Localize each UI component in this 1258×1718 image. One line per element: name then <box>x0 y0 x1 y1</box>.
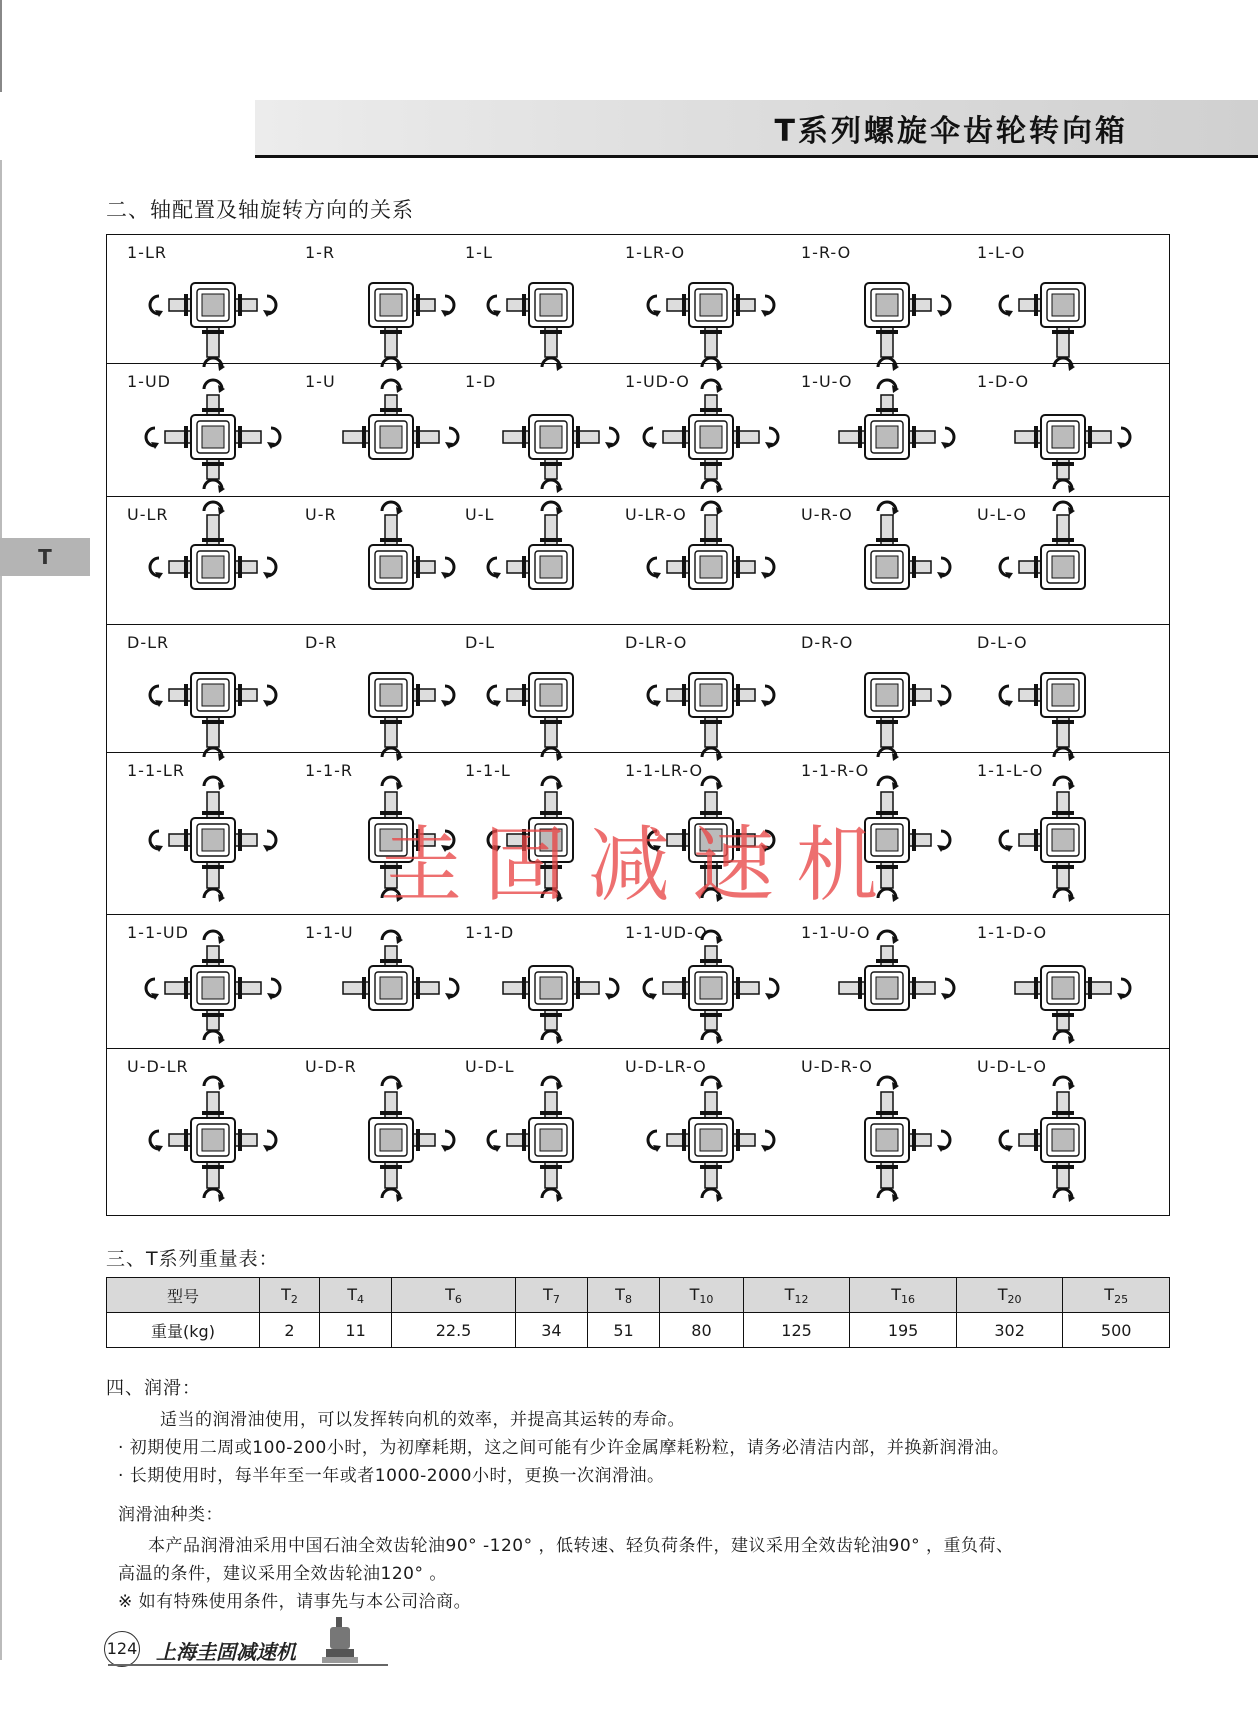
config-cell <box>127 753 287 914</box>
model-prefix: T <box>784 1284 795 1304</box>
gearbox-diagram-icon <box>993 1080 1133 1200</box>
gearbox-diagram-icon <box>641 635 781 755</box>
model-subscript: 25 <box>1114 1292 1129 1306</box>
gearbox-diagram-icon <box>817 928 957 1048</box>
model-subscript: 16 <box>900 1292 915 1306</box>
config-label: U-D-R-O <box>801 1057 873 1076</box>
gearbox-diagram-icon <box>321 245 461 365</box>
gearbox-diagram-icon <box>143 928 283 1048</box>
config-cell <box>127 497 287 624</box>
config-row <box>107 363 1169 496</box>
gearbox-diagram-icon <box>993 635 1133 755</box>
page-number: 124 <box>104 1631 140 1667</box>
gearbox-diagram-icon <box>817 1080 957 1200</box>
config-cell <box>625 497 785 624</box>
page-edge-line <box>0 0 2 92</box>
gearbox-diagram-icon <box>143 1080 283 1200</box>
model-prefix: T <box>445 1284 455 1304</box>
config-row <box>107 496 1169 624</box>
config-label: 1-1-LR-O <box>625 761 704 780</box>
gearbox-diagram-icon <box>321 377 461 497</box>
weight-cell: 2 <box>260 1313 320 1348</box>
model-prefix: T <box>997 1284 1008 1304</box>
config-cell <box>305 364 465 496</box>
config-cell <box>625 235 785 363</box>
config-label: 1-L <box>465 243 493 262</box>
config-label: 1-U-O <box>801 372 853 391</box>
config-label: 1-R-O <box>801 243 852 262</box>
model-cell <box>743 1278 850 1313</box>
model-cell <box>587 1278 659 1313</box>
footer-brand: 上海圭固减速机 <box>156 1640 296 1664</box>
lubrication-intro: 适当的润滑油使用，可以发挥转向机的效率，并提高其运转的寿命。 <box>160 1410 685 1430</box>
config-cell <box>801 364 961 496</box>
config-cell <box>625 625 785 752</box>
gearbox-diagram-icon <box>641 928 781 1048</box>
config-cell <box>801 1049 961 1217</box>
weight-table <box>106 1277 1170 1348</box>
model-subscript: 12 <box>794 1292 809 1306</box>
gearbox-diagram-icon <box>993 507 1133 627</box>
gearbox-diagram-icon <box>641 507 781 627</box>
config-label: 1-UD <box>127 372 171 391</box>
config-cell <box>305 235 465 363</box>
model-header-cell: 型号 <box>107 1278 260 1313</box>
gearbox-diagram-icon <box>481 507 621 627</box>
config-label: U-D-L-O <box>977 1057 1048 1076</box>
config-label: 1-U <box>305 372 336 391</box>
config-cell <box>305 915 465 1048</box>
gearbox-diagram-icon <box>817 635 957 755</box>
model-subscript: 8 <box>624 1292 632 1306</box>
gearbox-diagram-icon <box>321 635 461 755</box>
config-label: 1-1-UD-O <box>625 923 708 942</box>
weight-cell: 125 <box>743 1313 850 1348</box>
config-cell <box>977 625 1137 752</box>
config-label: 1-1-U <box>305 923 354 942</box>
model-cell <box>320 1278 392 1313</box>
gearbox-diagram-icon <box>993 377 1133 497</box>
oil-type-text: 高温的条件，建议采用全效齿轮油120° 。 <box>118 1564 447 1584</box>
gearbox-diagram-icon <box>143 377 283 497</box>
config-cell <box>305 497 465 624</box>
config-label: U-D-L <box>465 1057 515 1076</box>
config-label: 1-1-L-O <box>977 761 1044 780</box>
config-cell <box>465 625 625 752</box>
config-label: 1-1-LR <box>127 761 185 780</box>
model-cell <box>1063 1278 1170 1313</box>
model-subscript: 4 <box>357 1292 364 1306</box>
config-label: D-L-O <box>977 633 1028 652</box>
config-cell <box>625 1049 785 1217</box>
model-cell <box>260 1278 320 1313</box>
config-label: 1-1-D-O <box>977 923 1048 942</box>
config-cell <box>977 915 1137 1048</box>
config-cell <box>977 1049 1137 1217</box>
gearbox-diagram-icon <box>321 1080 461 1200</box>
config-label: U-R-O <box>801 505 853 524</box>
config-cell <box>465 497 625 624</box>
gearbox-diagram-icon <box>993 245 1133 365</box>
config-label: 1-D-O <box>977 372 1030 391</box>
table-row <box>107 1313 1170 1348</box>
config-label: 1-1-UD <box>127 923 189 942</box>
model-cell <box>515 1278 587 1313</box>
gearbox-diagram-icon <box>143 245 283 365</box>
config-cell <box>305 1049 465 1217</box>
config-label: U-D-R <box>305 1057 357 1076</box>
weight-cell: 195 <box>850 1313 957 1348</box>
model-prefix: T <box>615 1284 625 1304</box>
gearbox-diagram-icon <box>321 928 461 1048</box>
config-cell <box>127 1049 287 1217</box>
model-prefix: T <box>281 1284 291 1304</box>
config-label: U-L <box>465 505 495 524</box>
config-label: D-L <box>465 633 496 652</box>
shaft-configuration-grid <box>106 234 1170 1216</box>
gearbox-diagram-icon <box>817 507 957 627</box>
config-label: D-R <box>305 633 338 652</box>
model-subscript: 6 <box>454 1292 462 1306</box>
weight-cell: 34 <box>515 1313 587 1348</box>
config-label: 1-1-U-O <box>801 923 871 942</box>
config-label: 1-UD-O <box>625 372 690 391</box>
model-subscript: 10 <box>699 1292 714 1306</box>
config-label: U-D-LR-O <box>625 1057 707 1076</box>
gearbox-diagram-icon <box>481 245 621 365</box>
config-cell <box>305 625 465 752</box>
gearbox-diagram-icon <box>993 928 1133 1048</box>
gearbox-diagram-icon <box>143 635 283 755</box>
config-cell <box>977 235 1137 363</box>
config-cell <box>127 235 287 363</box>
config-cell <box>465 235 625 363</box>
section-heading-weight-table: 三、T系列重量表： <box>106 1248 279 1270</box>
section-heading-lubrication: 四、润滑： <box>106 1378 201 1399</box>
weight-cell: 500 <box>1063 1313 1170 1348</box>
config-cell <box>801 497 961 624</box>
config-label: 1-1-D <box>465 923 515 942</box>
config-cell <box>801 625 961 752</box>
config-row <box>107 1048 1169 1217</box>
gearbox-diagram-icon <box>993 780 1133 900</box>
page-edge-line <box>0 160 2 1660</box>
config-cell <box>127 364 287 496</box>
special-note: ※ 如有特殊使用条件，请事先与本公司洽商。 <box>118 1592 472 1612</box>
watermark: 圭固减速机 <box>380 818 901 913</box>
gearbox-diagram-icon <box>481 377 621 497</box>
model-cell <box>850 1278 957 1313</box>
config-cell <box>465 364 625 496</box>
gearbox-diagram-icon <box>481 928 621 1048</box>
table-header-row <box>107 1278 1170 1313</box>
weight-cell: 22.5 <box>392 1313 516 1348</box>
config-label: 1-R <box>305 243 336 262</box>
gearbox-diagram-icon <box>817 377 957 497</box>
model-subscript: 20 <box>1007 1292 1022 1306</box>
model-subscript: 2 <box>290 1292 298 1306</box>
config-label: 1-1-R <box>305 761 354 780</box>
config-cell <box>465 915 625 1048</box>
weight-cell: 302 <box>956 1313 1063 1348</box>
config-cell <box>465 1049 625 1217</box>
config-cell <box>801 235 961 363</box>
config-cell <box>625 364 785 496</box>
config-label: 1-D <box>465 372 497 391</box>
model-cell <box>956 1278 1063 1313</box>
model-cell <box>392 1278 516 1313</box>
gearbox-diagram-icon <box>143 507 283 627</box>
model-prefix: T <box>689 1284 700 1304</box>
config-label: U-LR <box>127 505 169 524</box>
weight-cell: 51 <box>587 1313 659 1348</box>
gearbox-diagram-icon <box>481 635 621 755</box>
gearbox-diagram-icon <box>143 780 283 900</box>
config-row <box>107 914 1169 1048</box>
config-label: U-L-O <box>977 505 1027 524</box>
config-label: 1-LR-O <box>625 243 686 262</box>
config-cell <box>127 915 287 1048</box>
model-prefix: T <box>891 1284 901 1304</box>
config-cell <box>801 915 961 1048</box>
config-label: D-LR-O <box>625 633 688 652</box>
model-prefix: T <box>347 1284 357 1304</box>
config-cell <box>625 915 785 1048</box>
oil-type-text: 本产品润滑油采用中国石油全效齿轮油90° -120° ，低转速、轻负荷条件，建议采用全效齿轮油90° ，重负荷、 <box>148 1536 1014 1556</box>
lubrication-bullet: · 初期使用二周或100-200小时，为初摩耗期，这之间可能有少许金属摩耗粉粒，请务必清洁内部，并换新润滑油。 <box>118 1438 1010 1458</box>
gearbox-diagram-icon <box>817 245 957 365</box>
config-row <box>107 235 1169 363</box>
model-subscript: 7 <box>552 1292 560 1306</box>
config-label: 1-1-L <box>465 761 511 780</box>
config-cell <box>977 364 1137 496</box>
gearbox-diagram-icon <box>321 507 461 627</box>
page-title: T系列螺旋伞齿轮转向箱 <box>774 114 1128 149</box>
lubrication-bullet: · 长期使用时，每半年至一年或者1000-2000小时，更换一次润滑油。 <box>118 1466 665 1486</box>
config-label: D-LR <box>127 633 170 652</box>
gearbox-logo-icon <box>322 1615 358 1665</box>
config-cell <box>127 625 287 752</box>
weight-cell: 80 <box>660 1313 744 1348</box>
model-prefix: T <box>543 1284 553 1304</box>
config-label: U-R <box>305 505 337 524</box>
gearbox-diagram-icon <box>481 1080 621 1200</box>
side-tab: T <box>0 538 90 576</box>
gearbox-diagram-icon <box>641 377 781 497</box>
config-cell <box>977 497 1137 624</box>
weight-header-cell: 重量(kg) <box>107 1313 260 1348</box>
config-cell <box>977 753 1137 914</box>
config-label: U-D-LR <box>127 1057 189 1076</box>
config-label: 1-1-R-O <box>801 761 870 780</box>
weight-cell: 11 <box>320 1313 392 1348</box>
model-prefix: T <box>1104 1284 1115 1304</box>
config-row <box>107 624 1169 752</box>
gearbox-diagram-icon <box>641 245 781 365</box>
gearbox-diagram-icon <box>641 1080 781 1200</box>
model-cell <box>660 1278 744 1313</box>
config-label: D-R-O <box>801 633 854 652</box>
config-label: U-LR-O <box>625 505 687 524</box>
config-label: 1-L-O <box>977 243 1026 262</box>
section-heading-shaft-config: 二、轴配置及轴旋转方向的关系 <box>106 198 414 222</box>
config-label: 1-LR <box>127 243 167 262</box>
oil-type-heading: 润滑油种类： <box>118 1505 223 1525</box>
